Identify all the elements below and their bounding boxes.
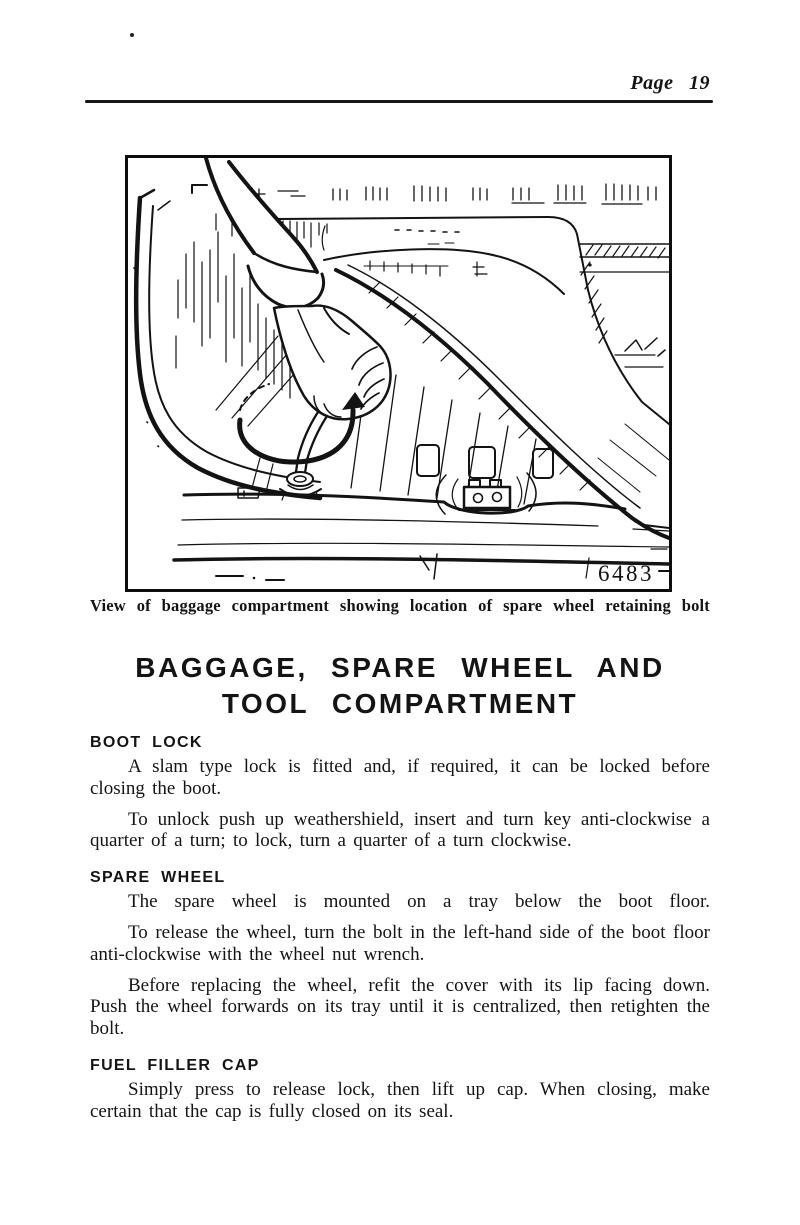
section-heading-fuel-filler-cap: FUEL FILLER CAP <box>90 1056 260 1074</box>
hand <box>274 306 391 420</box>
paragraph: To release the wheel, turn the bolt in the left-hand side of the boot floor anti-clockwise with the wheel nut wrench. <box>90 921 710 965</box>
section-fuel-filler-cap <box>90 1057 710 1123</box>
figure-caption: View of baggage compartment showing location of spare wheel retaining bolt <box>90 596 710 615</box>
section-heading-spare-wheel: SPARE WHEEL <box>90 869 226 887</box>
figure-number: 6483 <box>598 561 654 586</box>
weatherstrip-hatch <box>580 244 669 367</box>
boot-sill <box>174 488 669 580</box>
body-text <box>90 734 710 1132</box>
paragraph: The spare wheel is mounted on a tray below the boot floor. <box>128 891 710 913</box>
figure-number-group <box>586 549 669 586</box>
paragraph: A slam type lock is fitted and, if required, it can be locked before closing the boot. <box>90 756 710 799</box>
stray-mark <box>130 33 134 37</box>
title-line-1: BAGGAGE, SPARE WHEEL AND <box>135 652 665 683</box>
figure-plate <box>125 155 672 592</box>
title-line-2: TOOL COMPARTMENT <box>221 688 579 719</box>
section-spare-wheel <box>90 869 710 1040</box>
header-rule <box>85 100 713 103</box>
page-title <box>90 650 710 722</box>
paragraph: Simply press to release lock, then lift up cap. When closing, make certain that the cap is fully closed on its seal. <box>90 1078 710 1122</box>
section-boot-lock <box>90 734 710 852</box>
page-number: Page 19 <box>630 72 710 94</box>
arm-and-sleeve <box>206 158 324 308</box>
paragraph: To unlock push up weathershield, insert and turn key anti-clockwise a quarter of a turn; to lock, turn a quarter of a turn clockwise. <box>90 808 710 852</box>
section-heading-boot-lock: BOOT LOCK <box>90 734 203 751</box>
paragraph: Before replacing the wheel, refit the cover with its lip facing down. Push the wheel forwards on its tray until it is centralized, then retighten the bolt. <box>90 974 710 1040</box>
boot-illustration <box>128 158 669 589</box>
